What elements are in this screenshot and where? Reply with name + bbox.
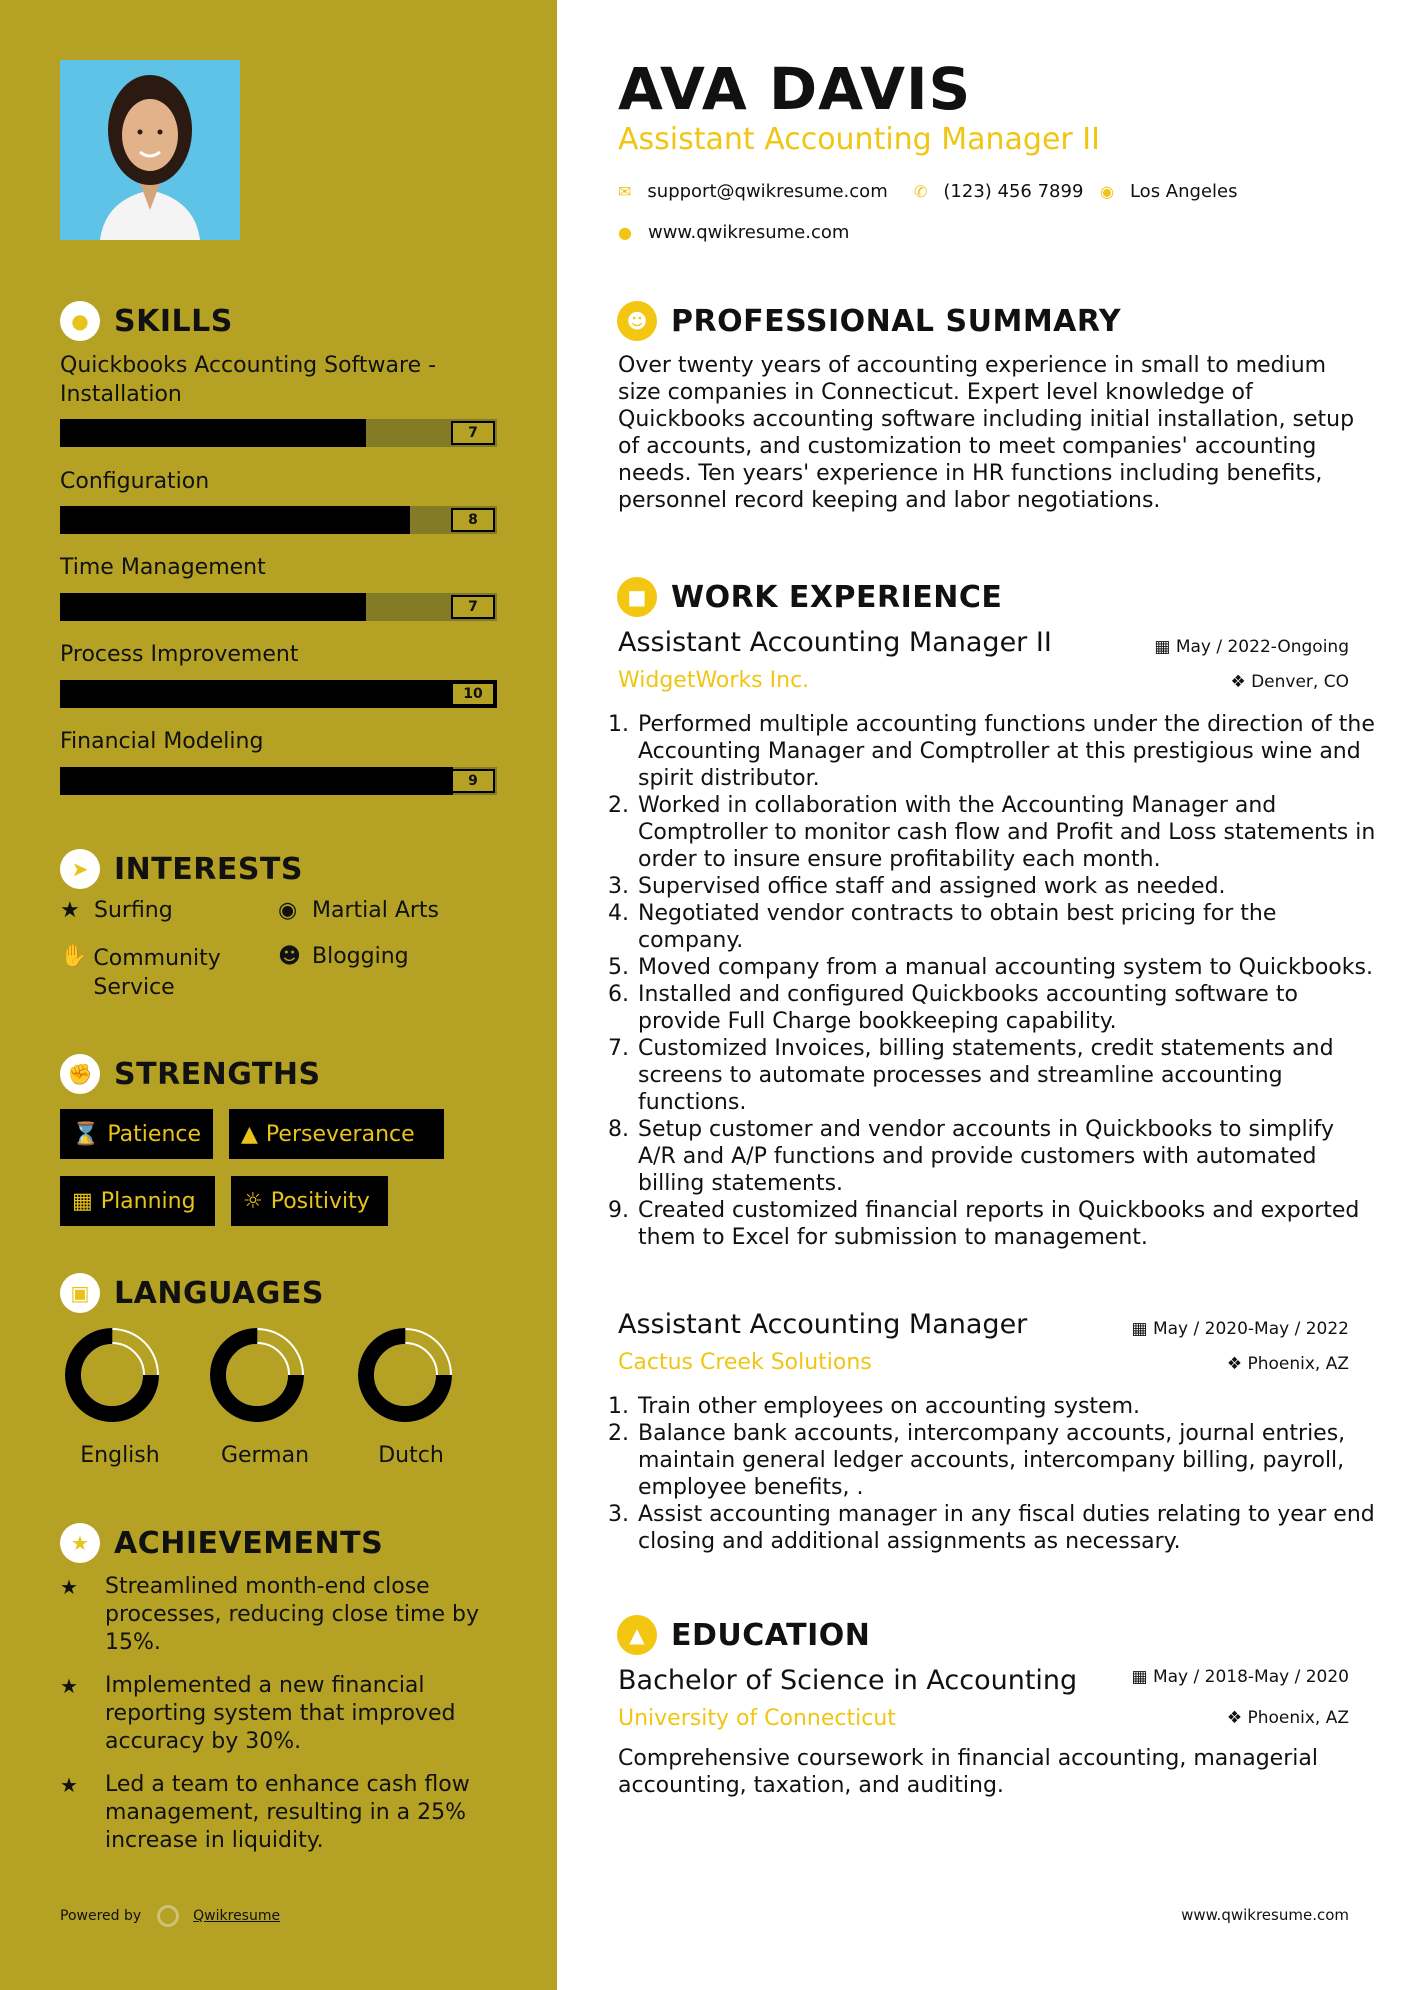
skill-name: Quickbooks Accounting Software - Installation — [60, 353, 437, 407]
skill-bar-fill — [60, 767, 453, 795]
interests-heading — [60, 849, 303, 889]
pin-icon: ❖ — [1226, 1354, 1248, 1374]
list-item: 4. Negotiated vendor contracts to obtain best pricing for the company. — [636, 900, 1376, 954]
job-title: Assistant Accounting Manager II — [618, 627, 1052, 658]
map-pin-icon: ◉ — [1100, 182, 1114, 201]
interest-item: ✋ Community Service — [60, 944, 221, 1000]
sidebar — [0, 0, 557, 1990]
contact-email: ✉ support@qwikresume.com — [618, 181, 888, 202]
language-label: Dutch — [378, 1443, 444, 1468]
education-description: Comprehensive coursework in financial accounting, managerial accounting, taxation, and auditing. — [618, 1746, 1318, 1798]
job-company: Cactus Creek Solutions — [618, 1350, 872, 1375]
calendar-icon: ▦ — [1131, 1667, 1153, 1687]
skill-name: Financial Modeling — [60, 729, 264, 754]
skill-bar — [60, 680, 497, 708]
skill-name: Configuration — [60, 469, 210, 494]
language-donut — [366, 1336, 444, 1414]
interest-item: ☻ Blogging — [278, 944, 409, 969]
contact-website: ● www.qwikresume.com — [618, 222, 850, 243]
skill-name: Process Improvement — [60, 642, 299, 667]
languages-title: LANGUAGES — [114, 1275, 324, 1311]
list-item: 3. Assist accounting manager in any fiscal duties relating to year end closing and additional assignments as necessary. — [636, 1501, 1376, 1555]
languages-heading — [60, 1273, 324, 1313]
calendar-icon: ▦ — [1131, 1319, 1153, 1339]
experience-title: WORK EXPERIENCE — [671, 579, 1003, 615]
job-duties — [614, 1393, 1376, 1555]
skill-name: Time Management — [60, 555, 266, 580]
degree-title: Bachelor of Science in Accounting — [618, 1665, 1078, 1696]
contact-phone: ✆ (123) 456 7899 — [914, 181, 1084, 202]
star-icon: ★ — [60, 898, 80, 923]
strength-tag: ⌛ Patience — [60, 1109, 213, 1159]
skill-bar-fill — [60, 680, 497, 708]
skill-level: 7 — [451, 421, 495, 445]
powered-by: Powered by Qwikresume — [60, 1905, 280, 1927]
job-duties — [614, 711, 1376, 1251]
globe-icon: ● — [618, 223, 632, 242]
achievement-item: ★ Led a team to enhance cash flow management, resulting in a 25% increase in liquidity. — [60, 1772, 470, 1853]
sun-icon: ☼ — [243, 1188, 263, 1214]
skill-level: 8 — [451, 508, 495, 532]
education-title: EDUCATION — [671, 1617, 871, 1653]
fist-icon: ✊ — [60, 1054, 100, 1094]
graduation-cap-icon: ▲ — [617, 1615, 657, 1655]
list-item: 7. Customized Invoices, billing statements, credit statements and screens to automate processes and streamline accounting functions. — [636, 1035, 1376, 1116]
lightbulb-icon: ● — [60, 301, 100, 341]
education-location: ❖ Phoenix, AZ — [1226, 1708, 1349, 1728]
paper-plane-icon: ➤ — [60, 849, 100, 889]
language-label: English — [80, 1443, 160, 1468]
strengths-heading — [60, 1054, 321, 1094]
skill-bar-fill — [60, 506, 410, 534]
candidate-role: Assistant Accounting Manager II — [618, 122, 1100, 157]
education-date: ▦ May / 2018-May / 2020 — [1131, 1667, 1349, 1687]
users-icon: ☻ — [278, 944, 301, 969]
candidate-name: AVA DAVIS — [618, 55, 972, 123]
star-badge-icon: ★ — [60, 1523, 100, 1563]
strength-tag: ▦ Planning — [60, 1176, 215, 1226]
skill-bar — [60, 506, 497, 534]
strength-tag: ☼ Positivity — [231, 1176, 388, 1226]
list-item: 5. Moved company from a manual accounting system to Quickbooks. — [636, 954, 1376, 981]
job-date: ▦ May / 2020-May / 2022 — [1131, 1319, 1349, 1339]
school-name: University of Connecticut — [618, 1706, 896, 1731]
calendar-icon: ▦ — [72, 1188, 93, 1214]
list-item: 2. Worked in collaboration with the Accounting Manager and Comptroller to monitor cash flow and Profit and Loss statements in order to insure ensure profitability each month. — [636, 792, 1376, 873]
language-donut — [73, 1336, 151, 1414]
globe-icon: ◉ — [278, 898, 298, 923]
job-title: Assistant Accounting Manager — [618, 1309, 1028, 1340]
strength-tag: ▲ Perseverance — [229, 1109, 444, 1159]
list-item: 1. Train other employees on accounting system. — [636, 1393, 1376, 1420]
list-item: 1. Performed multiple accounting functions under the direction of the Accounting Manager and Comptroller at this prestigious wine and spirit distributor. — [636, 711, 1376, 792]
interest-item: ◉ Martial Arts — [278, 898, 440, 923]
list-item: 3. Supervised office staff and assigned work as needed. — [636, 873, 1376, 900]
envelope-icon: ✉ — [618, 182, 632, 201]
shooting-star-icon: ★ — [60, 1575, 78, 1599]
list-item: 9. Created customized financial reports in Quickbooks and exported them to Excel for submission to management. — [636, 1197, 1376, 1251]
skill-level: 9 — [451, 769, 495, 793]
summary-title: PROFESSIONAL SUMMARY — [671, 303, 1122, 339]
achievements-title: ACHIEVEMENTS — [114, 1525, 384, 1561]
job-company: WidgetWorks Inc. — [618, 668, 810, 693]
pin-icon: ❖ — [1226, 1708, 1248, 1728]
contact-location: ◉ Los Angeles — [1100, 181, 1238, 202]
skill-level: 10 — [451, 682, 495, 706]
list-item: 6. Installed and configured Quickbooks accounting software to provide Full Charge bookkeeping capability. — [636, 981, 1376, 1035]
calendar-icon: ▦ — [1154, 637, 1176, 657]
skill-bar — [60, 419, 497, 447]
skill-bar-fill — [60, 419, 366, 447]
shooting-star-icon: ★ — [60, 1773, 78, 1797]
interest-item: ★ Surfing — [60, 898, 173, 923]
pin-icon: ❖ — [1230, 672, 1252, 692]
education-heading — [617, 1615, 870, 1655]
hourglass-icon: ⌛ — [72, 1121, 100, 1147]
list-item: 2. Balance bank accounts, intercompany accounts, journal entries, maintain general ledger accounts, intercompany billing, payroll, employee benefits, . — [636, 1420, 1376, 1501]
achievement-item: ★ Implemented a new financial reporting system that improved accuracy by 30%. — [60, 1673, 456, 1754]
interests-title: INTERESTS — [114, 851, 303, 887]
skills-heading — [60, 301, 233, 341]
brand-link[interactable]: Qwikresume — [193, 1908, 281, 1924]
hand-icon: ✋ — [60, 944, 88, 969]
footer-website[interactable]: www.qwikresume.com — [1181, 1906, 1349, 1924]
language-donut — [218, 1336, 296, 1414]
summary-heading — [617, 301, 1121, 341]
shooting-star-icon: ★ — [60, 1674, 78, 1698]
job-location: ❖ Denver, CO — [1230, 672, 1349, 692]
skills-title: SKILLS — [114, 303, 233, 339]
briefcase-icon: ■ — [617, 577, 657, 617]
skill-level: 7 — [451, 595, 495, 619]
phone-icon: ✆ — [914, 182, 928, 201]
skill-bar-fill — [60, 593, 366, 621]
experience-heading — [617, 577, 1002, 617]
strengths-title: STRENGTHS — [114, 1056, 321, 1092]
job-date: ▦ May / 2022-Ongoing — [1154, 637, 1349, 657]
summary-text: Over twenty years of accounting experience in small to medium size companies in Connecticut. Expert level knowledge of Quickbooks accounting software including initial installation, setup of accounts, and customization to meet companies' accounting needs. Ten years' experience in HR functions including benefits, personnel record keeping and labor negotiations. — [618, 353, 1355, 513]
job-location: ❖ Phoenix, AZ — [1226, 1354, 1349, 1374]
qwikresume-logo-icon — [157, 1905, 179, 1927]
language-label: German — [220, 1443, 310, 1468]
language-icon: ▣ — [60, 1273, 100, 1313]
skill-bar — [60, 767, 497, 795]
skill-bar — [60, 593, 497, 621]
road-icon: ▲ — [241, 1121, 258, 1147]
language-donuts — [60, 1325, 500, 1430]
user-icon: ☻ — [617, 301, 657, 341]
profile-photo — [60, 60, 240, 240]
achievements-heading — [60, 1523, 383, 1563]
list-item: 8. Setup customer and vendor accounts in Quickbooks to simplify A/R and A/P functions and provide customers with automated billing statements. — [636, 1116, 1376, 1197]
achievement-item: ★ Streamlined month-end close processes, reducing close time by 15%. — [60, 1574, 479, 1655]
